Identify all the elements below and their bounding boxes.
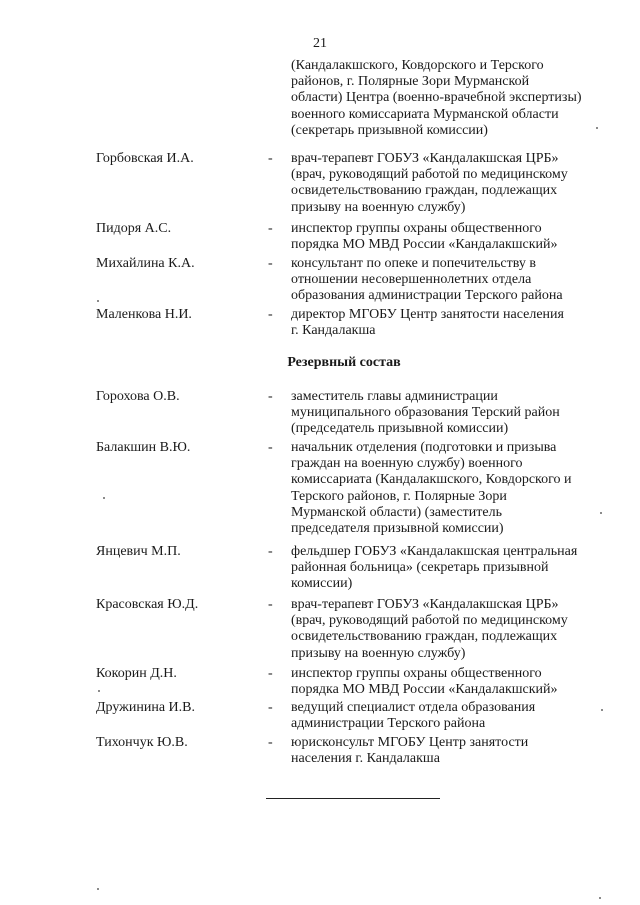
member-description — [291, 597, 621, 662]
reserve-section-heading: Резервный состав — [287, 355, 401, 370]
description-line: (председатель призывной комиссии) — [291, 421, 509, 437]
description-line: (врач, руководящий работой по медицинскому — [291, 167, 568, 183]
member-name: Балакшин В.Ю. — [96, 440, 191, 455]
scan-speck — [97, 300, 99, 302]
member-description — [291, 151, 621, 216]
description-line: (секретарь призывной комиссии) — [291, 122, 488, 138]
member-description — [291, 440, 621, 537]
scan-speck — [97, 888, 99, 890]
description-line: юрисконсульт МГОБУ Центр занятости — [291, 735, 529, 750]
dash-separator: - — [268, 666, 273, 681]
description-line: призыву на военную службу) — [291, 645, 466, 661]
description-line: населения г. Кандалакша — [291, 751, 440, 767]
dash-separator: - — [268, 597, 273, 612]
description-line: администрации Терского района — [291, 716, 486, 732]
end-divider-line — [266, 798, 440, 799]
description-line: освидетельствованию граждан, подлежащих — [291, 629, 558, 645]
description-line: врач-терапевт ГОБУЗ «Кандалакшская ЦРБ» — [291, 151, 559, 166]
member-name: Горохова О.В. — [96, 389, 180, 404]
description-line: порядка МО МВД России «Кандалакшский» — [291, 237, 558, 253]
member-name: Маленкова Н.И. — [96, 307, 192, 322]
description-line: районная больница» (секретарь призывной — [291, 560, 549, 576]
member-description — [291, 389, 621, 438]
dash-separator: - — [268, 735, 273, 750]
description-line: заместитель главы администрации — [291, 389, 498, 404]
scan-speck — [103, 497, 105, 499]
description-line: призыву на военную службу) — [291, 199, 466, 215]
dash-separator: - — [268, 307, 273, 322]
description-line: (врач, руководящий работой по медицинскому — [291, 613, 568, 629]
dash-separator: - — [268, 389, 273, 404]
dash-separator: - — [268, 440, 273, 455]
description-line: районов, г. Полярные Зори Мурманской — [291, 74, 530, 90]
description-line: порядка МО МВД России «Кандалакшский» — [291, 682, 558, 698]
description-line: Терского районов, г. Полярные Зори — [291, 488, 507, 504]
description-line: г. Кандалакша — [291, 323, 376, 339]
scan-speck — [600, 512, 602, 514]
description-line: консультант по опеке и попечительству в — [291, 256, 536, 271]
description-line: муниципального образования Терский район — [291, 405, 560, 421]
page-number: 21 — [313, 36, 327, 51]
description-line: комиссии) — [291, 576, 353, 592]
member-name: Михайлина К.А. — [96, 256, 195, 271]
dash-separator: - — [268, 544, 273, 559]
description-line: военного комиссариата Мурманской области — [291, 106, 559, 122]
dash-separator: - — [268, 256, 273, 271]
member-description — [291, 735, 621, 767]
member-description — [291, 544, 621, 593]
description-line: инспектор группы охраны общественного — [291, 221, 542, 236]
description-line: председателя призывной комиссии) — [291, 521, 504, 537]
scan-speck — [596, 127, 598, 129]
dash-separator: - — [268, 700, 273, 715]
member-name: Кокорин Д.Н. — [96, 666, 177, 681]
description-line: образования администрации Терского района — [291, 288, 563, 304]
description-line: (Кандалакшского, Ковдорского и Терского — [291, 58, 544, 73]
member-name: Красовская Ю.Д. — [96, 597, 199, 612]
description-line: Мурманской области) (заместитель — [291, 504, 502, 520]
description-line: отношении несовершеннолетних отдела — [291, 272, 532, 288]
description-line: фельдшер ГОБУЗ «Кандалакшская центральная — [291, 544, 578, 559]
member-description — [291, 307, 621, 339]
member-name: Горбовская И.А. — [96, 151, 194, 166]
member-description — [291, 666, 621, 698]
member-name: Тихончук Ю.В. — [96, 735, 188, 750]
continued-description — [291, 58, 621, 139]
dash-separator: - — [268, 151, 273, 166]
dash-separator: - — [268, 221, 273, 236]
description-line: начальник отделения (подготовки и призыва — [291, 440, 557, 455]
scan-speck — [601, 709, 603, 711]
member-name: Дружинина И.В. — [96, 700, 195, 715]
member-name: Пидоря А.С. — [96, 221, 172, 236]
member-description — [291, 256, 621, 305]
member-description — [291, 700, 621, 732]
description-line: граждан на военную службу) военного — [291, 456, 523, 472]
member-name: Янцевич М.П. — [96, 544, 181, 559]
description-line: области) Центра (военно-врачебной экспертизы) — [291, 90, 582, 106]
description-line: комиссариата (Кандалакшского, Ковдорского и — [291, 472, 572, 488]
description-line: освидетельствованию граждан, подлежащих — [291, 183, 558, 199]
description-line: врач-терапевт ГОБУЗ «Кандалакшская ЦРБ» — [291, 597, 559, 612]
scan-speck — [599, 897, 601, 899]
scan-speck — [98, 690, 100, 692]
description-line: инспектор группы охраны общественного — [291, 666, 542, 681]
description-line: ведущий специалист отдела образования — [291, 700, 536, 715]
member-description — [291, 221, 621, 253]
description-line: директор МГОБУ Центр занятости населения — [291, 307, 564, 322]
